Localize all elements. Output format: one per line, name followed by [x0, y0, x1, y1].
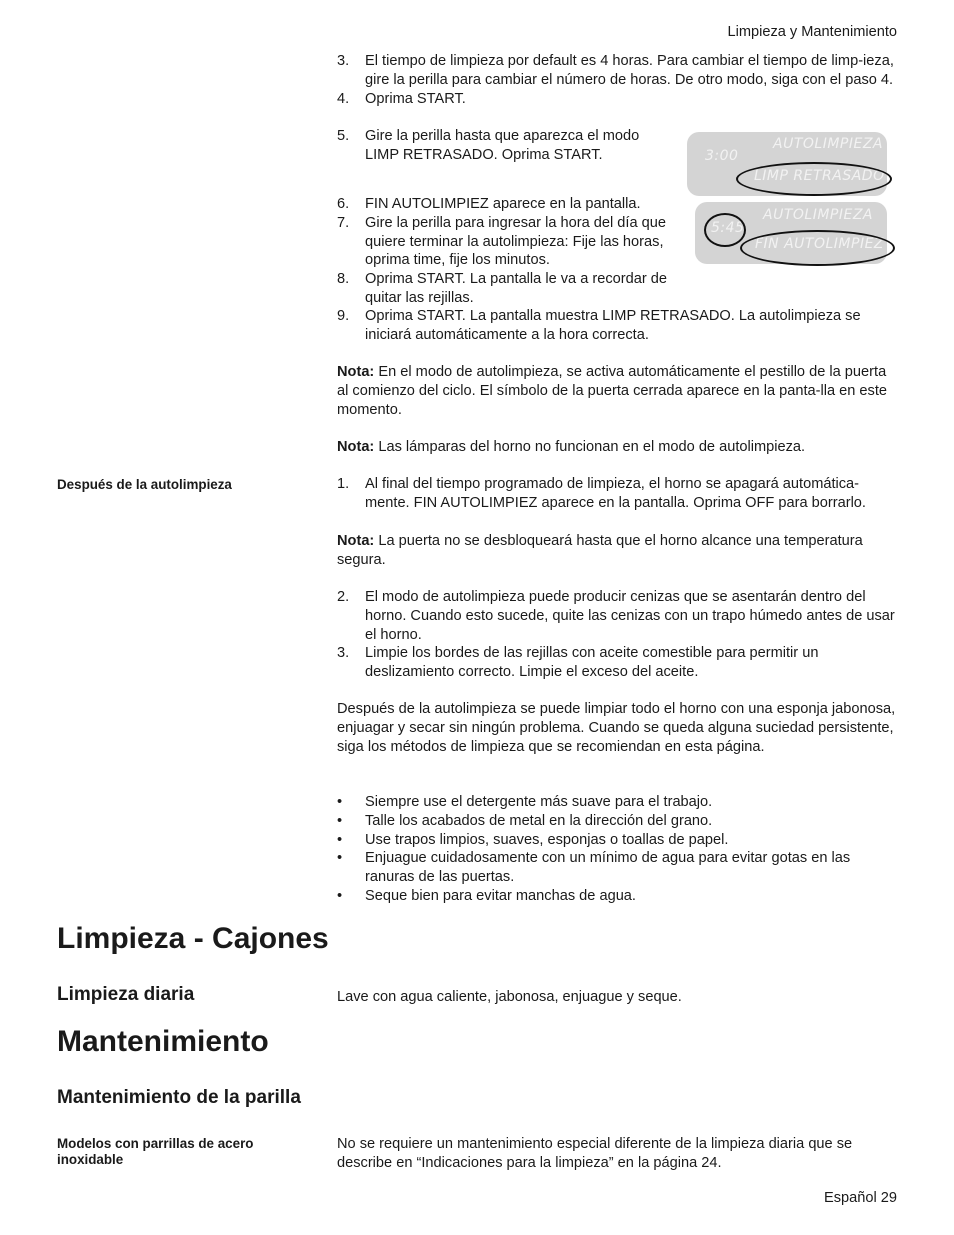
section-heading-after-clean: Después de la autolimpieza — [57, 477, 232, 492]
after-paragraph: Después de la autolimpieza se puede limpiar todo el horno con una esponja jabonosa, enjuagar y secar sin ningún problema. Cuando se queda alguna suciedad persistente, siga los métodos de limpieza que se recomiendan en esta página. — [337, 701, 896, 755]
list-item — [337, 831, 900, 850]
after-steps-2-3 — [337, 588, 900, 682]
note-paragraph — [337, 438, 900, 457]
diaria-text: Lave con agua caliente, jabonosa, enjuague y seque. — [337, 989, 682, 1005]
item-number: 5. — [337, 128, 350, 144]
item-text: El modo de autolimpieza puede producir cenizas que se asentarán dentro del horno. Cuando esto sucede, quite las cenizas con un trapo húmedo antes de usar el horno. — [365, 589, 895, 643]
steps-3-4 — [337, 52, 900, 108]
list-item — [337, 195, 672, 214]
list-item — [337, 307, 900, 345]
list-item — [337, 588, 900, 644]
note-text: Las lámparas del horno no funcionan en el modo de autolimpieza. — [374, 439, 806, 455]
item-text: FIN AUTOLIMPIEZ aparece en la pantalla. — [365, 196, 641, 212]
item-number: 6. — [337, 196, 350, 212]
heading-limpieza-diaria: Limpieza diaria — [57, 984, 195, 1005]
list-item — [337, 887, 900, 906]
steps-6-8 — [337, 195, 672, 308]
item-number: 9. — [337, 308, 350, 324]
note-paragraph — [337, 532, 900, 570]
item-text: El tiempo de limpieza por default es 4 horas. Para cambiar el tiempo de limp-ieza, gire la perilla para cambiar el número de horas. De otro modo, siga con el paso 4. — [365, 53, 894, 88]
item-number: 1. — [337, 476, 350, 492]
step-5 — [337, 127, 667, 165]
note-text: La puerta no se desbloqueará hasta que el horno alcance una temperatura segura. — [337, 533, 863, 568]
bullet-mark: • — [337, 850, 343, 867]
item-text: Seque bien para evitar manchas de agua. — [365, 887, 636, 904]
list-item — [337, 90, 900, 109]
item-text: Oprima START. — [365, 90, 466, 107]
item-text: Use trapos limpios, suaves, esponjas o toallas de papel. — [365, 831, 729, 848]
list-item — [337, 644, 900, 682]
list-item — [337, 812, 900, 831]
item-number: 8. — [337, 271, 350, 288]
bullet-mark: • — [337, 812, 343, 829]
item-text: Talle los acabados de metal en la dirección del grano. — [365, 812, 713, 829]
list-item — [337, 127, 667, 165]
after-step-1 — [337, 475, 900, 513]
modelos-text: No se requiere un mantenimiento especial diferente de la limpieza diaria que se describe en “Indicaciones para la limpieza” en la página 24. — [337, 1136, 853, 1171]
note-paragraph — [337, 363, 900, 419]
display-time: 3:00 — [705, 148, 739, 164]
bullet-mark: • — [337, 887, 343, 904]
item-text: Siempre use el detergente más suave para el trabajo. — [365, 794, 713, 810]
list-item — [337, 793, 900, 812]
step-9 — [337, 307, 900, 345]
list-item — [337, 849, 900, 887]
item-text: Oprima START. La pantalla muestra LIMP RETRASADO. La autolimpieza se iniciará automáticamente a la hora correcta. — [365, 308, 861, 343]
heading-mantenimiento-parilla: Mantenimiento de la parilla — [57, 1087, 301, 1108]
item-number: 2. — [337, 589, 350, 605]
list-item — [337, 475, 900, 513]
bullet-mark: • — [337, 831, 343, 848]
page-footer: Español 29 — [823, 1190, 897, 1206]
item-number: 7. — [337, 214, 350, 231]
note-label: Nota: — [337, 439, 375, 455]
note-label: Nota: — [337, 364, 375, 380]
display-line2: LIMP RETRASADO — [754, 168, 885, 184]
highlight-circle — [704, 213, 746, 247]
display-line1: AUTOLIMPIEZA — [773, 136, 883, 152]
item-number: 3. — [337, 53, 350, 69]
display-line1: AUTOLIMPIEZA — [763, 207, 873, 223]
highlight-ellipse — [740, 230, 895, 266]
item-number: 4. — [337, 90, 350, 107]
item-text: Gire la perilla hasta que aparezca el modo LIMP RETRASADO. Oprima START. — [365, 128, 640, 163]
item-text: Al final del tiempo programado de limpieza, el horno se apagará automática-mente. FIN AUTOLIMPIEZ aparece en la pantalla. Oprima OFF para borrarlo. — [365, 476, 866, 511]
bullet-list — [337, 793, 900, 906]
display-time: 5:45 — [711, 220, 745, 236]
list-item — [337, 52, 900, 90]
note-text: En el modo de autolimpieza, se activa automáticamente el pestillo de la puerta al comienzo del ciclo. El símbolo de la puerta cerrada aparece en la panta-lla en este momento. — [337, 364, 888, 418]
page-header: Limpieza y Mantenimiento — [727, 24, 897, 40]
bullet-mark: • — [337, 794, 343, 810]
highlight-ellipse — [736, 162, 892, 196]
display-line2: FIN AUTOLIMPIEZ — [755, 236, 885, 252]
item-text: Enjuague cuidadosamente con un mínimo de agua para evitar gotas en las ranuras de las puertas. — [365, 850, 851, 886]
heading-limpieza-cajones: Limpieza - Cajones — [57, 922, 329, 955]
item-text: Oprima START. La pantalla le va a recordar de quitar las rejillas. — [365, 271, 668, 306]
list-item — [337, 270, 672, 308]
item-text: Gire la perilla para ingresar la hora del día que quiere terminar la autolimpieza: Fije las horas, oprima time, fije los minutos. — [365, 214, 666, 269]
item-number: 3. — [337, 645, 350, 662]
item-text: Limpie los bordes de las rejillas con aceite comestible para permitir un deslizamiento correcto. Limpie el exceso del aceite. — [365, 645, 819, 681]
heading-mantenimiento: Mantenimiento — [57, 1025, 269, 1058]
section-heading-modelos: Modelos con parrillas de acero inoxidable — [57, 1136, 254, 1167]
list-item — [337, 214, 672, 270]
note-label: Nota: — [337, 533, 375, 549]
